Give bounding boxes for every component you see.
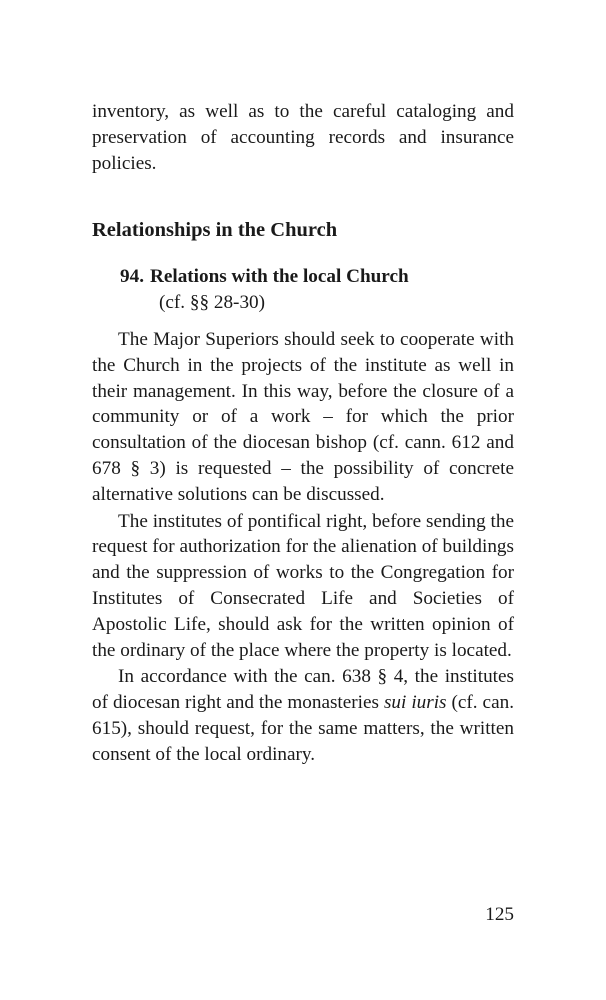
section-heading: Relationships in the Church bbox=[92, 219, 338, 241]
document-page bbox=[92, 99, 514, 765]
paragraph-3 bbox=[92, 664, 514, 767]
body-text bbox=[92, 327, 514, 768]
subsection-heading bbox=[120, 264, 409, 316]
page-number: 125 bbox=[485, 904, 514, 925]
paragraph-2: The institutes of pontifical right, before sending the request for authorization for the alienation of buildings and the suppression of works to the Congregation for Institutes of Consecrated Life and Societies of Apostolic Life, should ask for the written opinion of the ordinary of the place where the property is located. bbox=[92, 510, 514, 661]
paragraph-1: The Major Superiors should seek to cooperate with the Church in the projects of the institute as well in their management. In this way, before the closure of a community or of a work – for which the prior consultation of the diocesan bishop (cf. cann. 612 and 678 § 3) is requested – the possibility of concrete alternative solutions can be discussed. bbox=[92, 329, 514, 505]
subsection-number: 94. bbox=[120, 266, 144, 287]
opening-paragraph: inventory, as well as to the careful cataloging and preservation of accounting records and insurance policies. bbox=[92, 101, 514, 174]
paragraph-3-text-before: In accordance with the can. 638 § 4, the institutes of diocesan right and the monasteries bbox=[92, 666, 514, 714]
paragraph-3-italic-term: sui iuris bbox=[383, 692, 447, 714]
paragraph-3-text-after: (cf. can. 615), should request, for the same matters, the written consent of the local ordinary. bbox=[92, 692, 514, 765]
subsection-reference: (cf. §§ 28-30) bbox=[159, 291, 266, 313]
subsection-title: Relations with the local Church bbox=[149, 266, 409, 287]
